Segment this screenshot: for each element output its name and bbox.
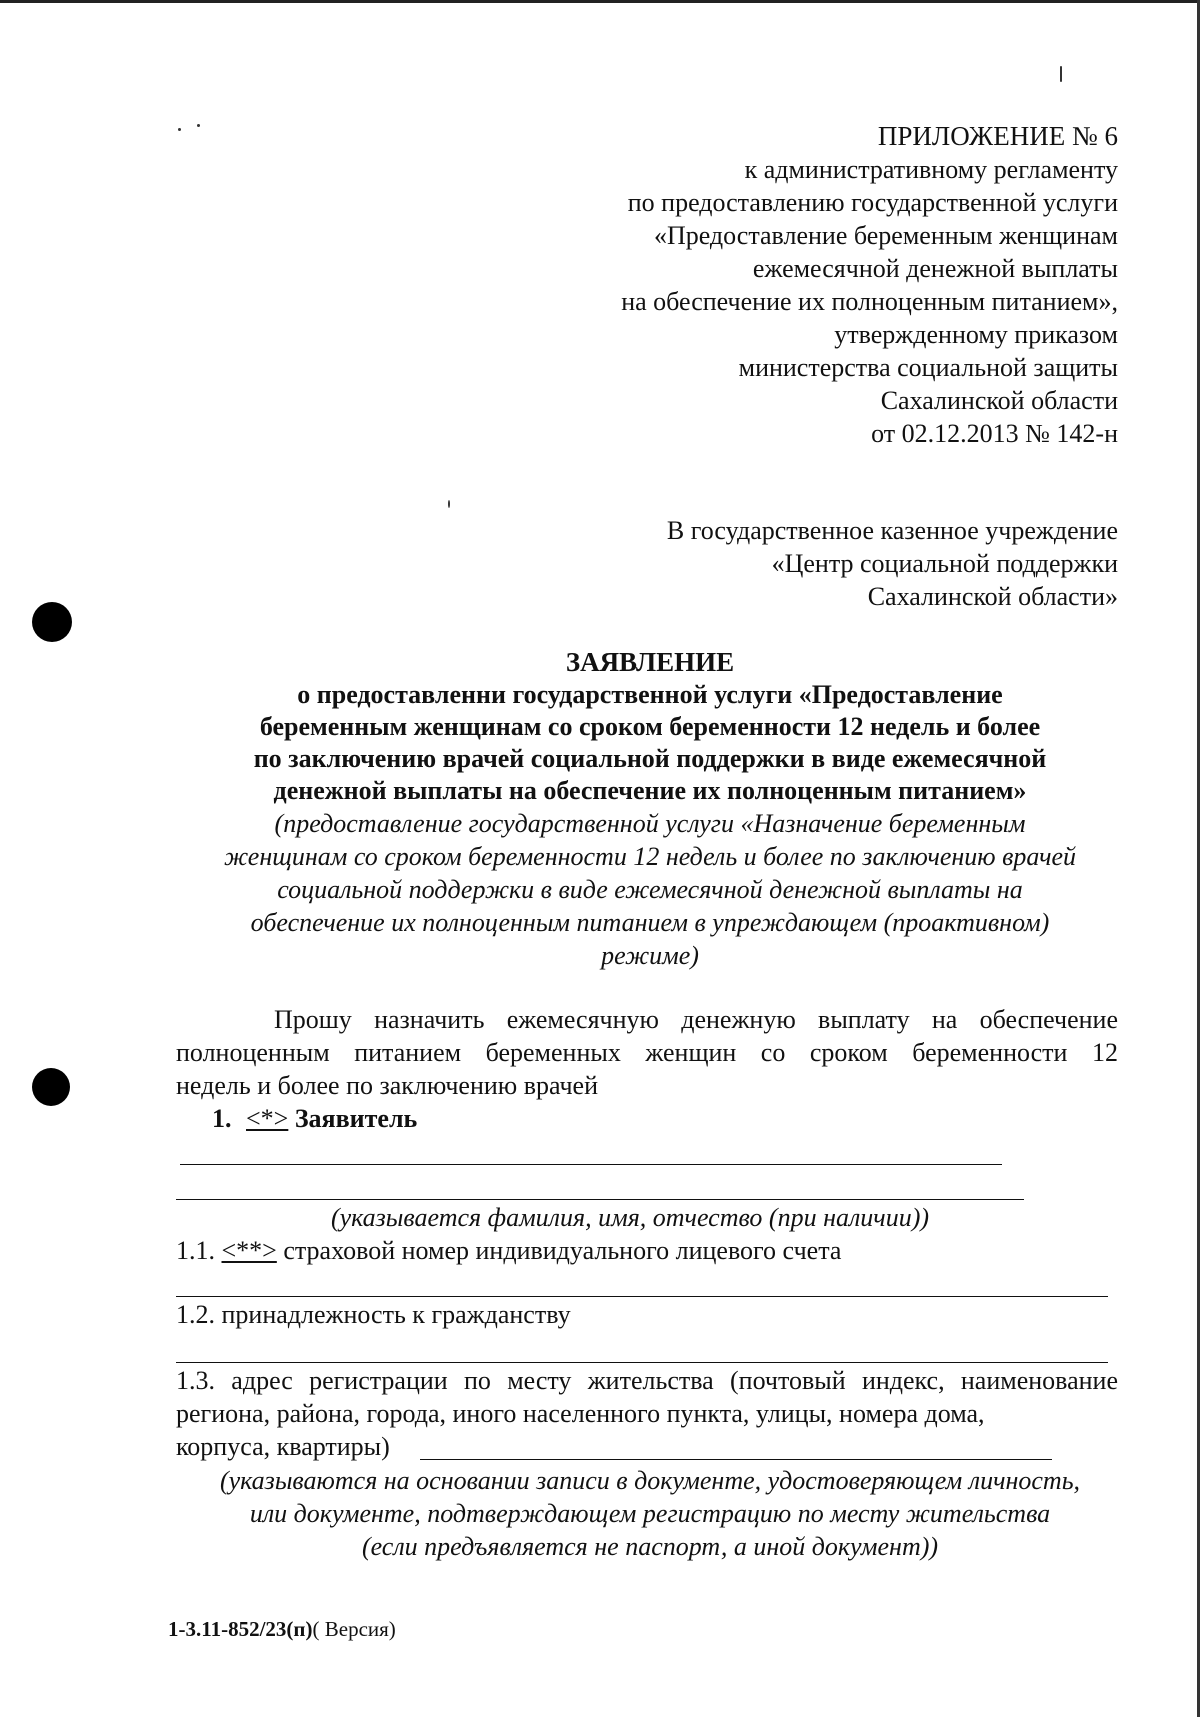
statement-subtitle-line: по заключению врачей социальной поддержки в виде ежемесячной	[253, 744, 1047, 773]
annex-line: к административному регламенту	[744, 155, 1118, 184]
statement-subtitle-line: о предоставленни государственной услуги «Предоставление	[297, 680, 1003, 709]
applicant-name-hint: (указывается фамилия, имя, отчество (при наличии))	[330, 1203, 930, 1232]
address-field[interactable]	[420, 1459, 1052, 1460]
footer-code: 1-3.11-852/23(п)	[168, 1617, 313, 1641]
section1-heading	[212, 1104, 417, 1134]
footer-code-line	[168, 1614, 396, 1644]
item-1-1	[176, 1236, 841, 1266]
statement-title: ЗАЯВЛЕНИЕ	[565, 647, 735, 677]
annex-line: по предоставлению государственной услуги	[627, 188, 1118, 217]
addressee-line: «Центр социальной поддержки	[771, 549, 1118, 578]
annex-line: ежемесячной денежной выплаты	[752, 254, 1118, 283]
annex-line: на обеспечение их полноценным питанием»,	[621, 287, 1118, 316]
annex-line: «Предоставление беременным женщинам	[653, 221, 1118, 250]
request-text-line: Прошу назначить ежемесячную денежную выплату на обеспечение	[274, 1005, 1118, 1034]
item-1-1-mark: <**>	[221, 1236, 277, 1265]
snils-field[interactable]	[176, 1296, 1108, 1297]
request-text-line: полноценным питанием беременных женщин со сроком беременности 12	[176, 1038, 1118, 1067]
item-1-3-line: 1.3. адрес регистрации по месту жительства (почтовый индекс, наименование	[176, 1366, 1118, 1395]
citizenship-field[interactable]	[176, 1362, 1108, 1363]
scan-edge-top	[0, 0, 1200, 3]
statement-subtitle-line: беременным женщинам со сроком беременности 12 недель и более	[259, 712, 1041, 741]
item-1-2-label: 1.2. принадлежность к гражданству	[176, 1300, 571, 1329]
punch-hole-top	[32, 602, 72, 642]
applicant-name-field[interactable]	[180, 1164, 1002, 1165]
statement-note-line: (предоставление государственной услуги «Назначение беременным	[274, 809, 1026, 838]
item-1-3-line: региона, района, города, иного населенного пункта, улицы, номера дома,	[176, 1399, 985, 1428]
scan-speck	[178, 128, 181, 131]
address-hint-line: (если предъявляется не паспорт, а иной документ))	[361, 1532, 939, 1561]
request-text-line: недель и более по заключению врачей	[176, 1071, 599, 1100]
statement-note-line: женщинам со сроком беременности 12 недель и более по заключению врачей	[223, 842, 1077, 871]
item-1-1-number: 1.1.	[176, 1236, 215, 1265]
address-hint-line: или документе, подтверждающем регистрацию по месту жительства	[249, 1499, 1051, 1528]
annex-line: Сахалинской области	[880, 386, 1118, 415]
annex-line: министерства социальной защиты	[738, 353, 1118, 382]
section1-mark: <*>	[246, 1104, 289, 1133]
statement-note-line: режиме)	[601, 941, 699, 970]
statement-subtitle-line: денежной выплаты на обеспечение их полноценным питанием»	[273, 776, 1027, 805]
statement-note-line: социальной поддержки в виде ежемесячной денежной выплаты на	[277, 875, 1023, 904]
addressee-line: Сахалинской области»	[867, 582, 1118, 611]
address-hint-line: (указываются на основании записи в документе, удостоверяющем личность,	[219, 1466, 1081, 1495]
scan-speck	[1060, 66, 1062, 82]
footer-version: ( Версия)	[312, 1617, 396, 1641]
applicant-name-field-2[interactable]	[176, 1199, 1024, 1200]
addressee-line: В государственное казенное учреждение	[666, 516, 1118, 545]
section1-number: 1.	[212, 1104, 232, 1133]
scan-speck	[197, 124, 200, 127]
punch-hole-bottom	[32, 1068, 70, 1106]
annex-line: утвержденному приказом	[834, 320, 1118, 349]
item-1-1-label: страховой номер индивидуального лицевого счета	[283, 1236, 842, 1265]
item-1-3-line: корпуса, квартиры)	[176, 1432, 390, 1461]
annex-title: ПРИЛОЖЕНИЕ № 6	[877, 121, 1118, 151]
section1-label: Заявитель	[294, 1104, 418, 1133]
statement-note-line: обеспечение их полноценным питанием в упреждающем (проактивном)	[250, 908, 1050, 937]
annex-line: от 02.12.2013 № 142-н	[871, 419, 1118, 448]
scan-speck	[448, 500, 450, 508]
